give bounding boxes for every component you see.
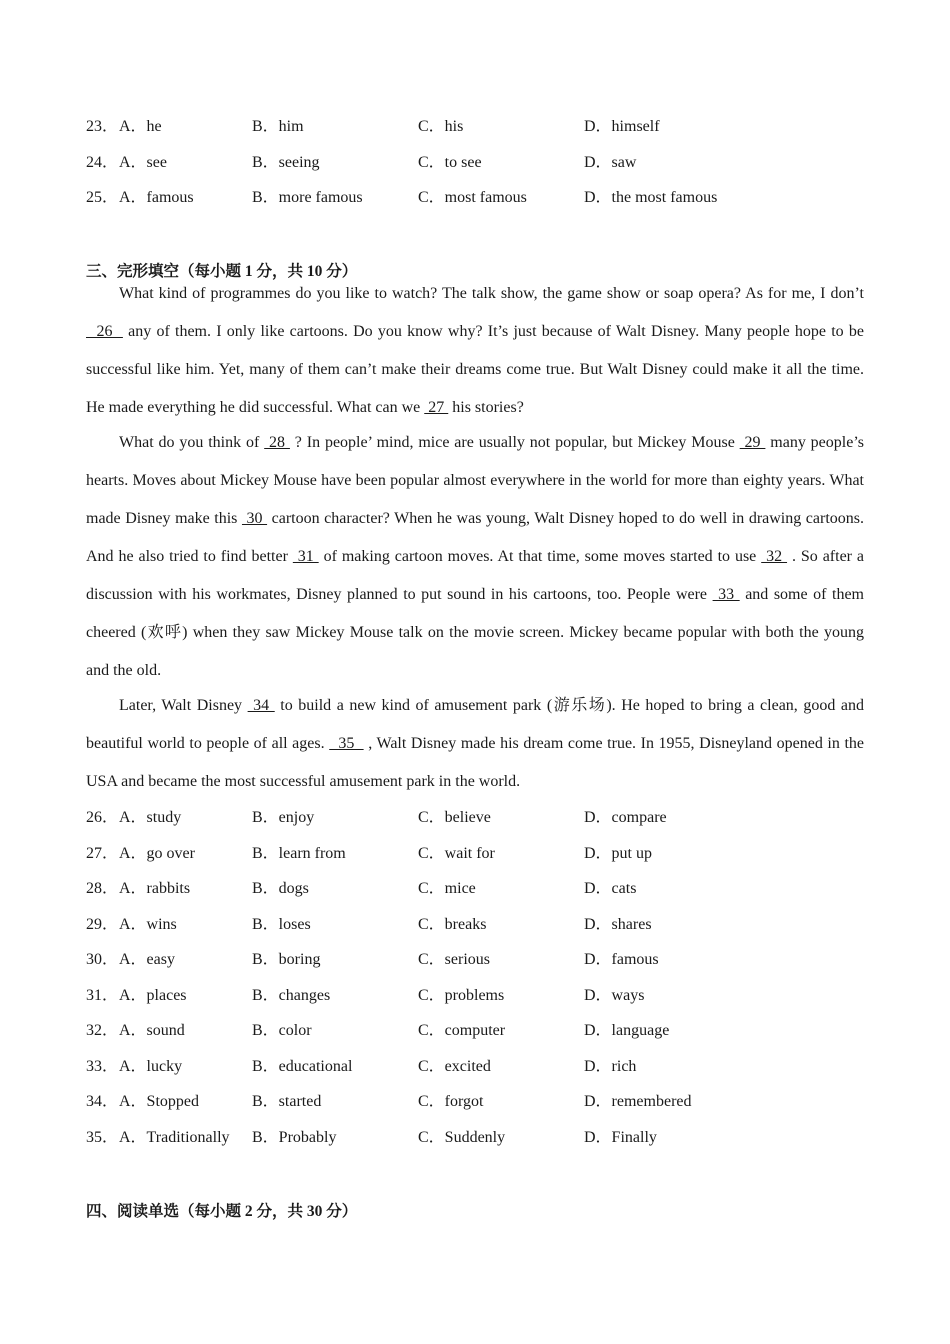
option-c: C．computer bbox=[418, 1022, 506, 1039]
option-d: D．cats bbox=[584, 880, 637, 897]
option-c: C．forgot bbox=[418, 1093, 484, 1110]
option-c: C．Suddenly bbox=[418, 1129, 506, 1146]
option-a: A．easy bbox=[119, 951, 175, 968]
option-b: B．color bbox=[252, 1022, 312, 1039]
option-d: D．remembered bbox=[584, 1093, 692, 1110]
question-row bbox=[86, 1020, 886, 1042]
question-number: 28． bbox=[86, 880, 119, 897]
option-b: B．loses bbox=[252, 916, 311, 933]
option-d: D．language bbox=[584, 1022, 670, 1039]
option-a: A．Traditionally bbox=[119, 1129, 230, 1146]
option-d: D．rich bbox=[584, 1058, 637, 1075]
blank-33: 33 bbox=[712, 586, 740, 603]
question-number: 25． bbox=[86, 189, 119, 206]
blank-28: 28 bbox=[264, 434, 290, 451]
option-b: B．started bbox=[252, 1093, 322, 1110]
option-c: C．serious bbox=[418, 951, 491, 968]
question-row bbox=[86, 1091, 886, 1113]
question-number: 27． bbox=[86, 845, 119, 862]
option-c: C．his bbox=[418, 118, 464, 135]
blank-32: 32 bbox=[761, 548, 788, 565]
option-a: A．places bbox=[119, 987, 187, 1004]
blank-35: 35 bbox=[329, 735, 364, 752]
text: to build a new kind of amusement park (游乐场). He hoped to bring a clean, good and beautiful world to people of all ages. bbox=[86, 697, 864, 752]
option-d: D．shares bbox=[584, 916, 652, 933]
question-row bbox=[86, 187, 886, 209]
question-number: 32． bbox=[86, 1022, 119, 1039]
question-row bbox=[86, 152, 886, 174]
cloze-paragraph-2 bbox=[86, 424, 864, 690]
text: of making cartoon moves. At that time, some moves started to use bbox=[318, 548, 762, 565]
question-row bbox=[86, 914, 886, 936]
question-row bbox=[86, 1056, 886, 1078]
option-a: A．famous bbox=[119, 189, 194, 206]
option-a: A．Stopped bbox=[119, 1093, 200, 1110]
question-number: 33． bbox=[86, 1058, 119, 1075]
option-c: C．excited bbox=[418, 1058, 491, 1075]
option-c: C．to see bbox=[418, 154, 482, 171]
option-a: A．go over bbox=[119, 845, 195, 862]
blank-27: 27 bbox=[424, 399, 449, 416]
question-number: 24． bbox=[86, 154, 119, 171]
question-number: 34． bbox=[86, 1093, 119, 1110]
cloze-paragraph-3 bbox=[86, 687, 864, 801]
blank-30: 30 bbox=[241, 510, 268, 527]
option-d: D．compare bbox=[584, 809, 667, 826]
text: cartoon character? When he was young, Walt Disney hoped to do well in drawing cartoons. And he also tried to find better bbox=[86, 510, 865, 565]
option-b: B．seeing bbox=[252, 154, 320, 171]
text: Later, Walt Disney bbox=[119, 697, 248, 714]
option-a: A．study bbox=[119, 809, 182, 826]
blank-31: 31 bbox=[292, 548, 319, 565]
option-c: C．problems bbox=[418, 987, 505, 1004]
option-a: A．sound bbox=[119, 1022, 185, 1039]
option-d: D．ways bbox=[584, 987, 645, 1004]
question-row bbox=[86, 949, 886, 971]
question-row bbox=[86, 843, 886, 865]
option-d: D．put up bbox=[584, 845, 653, 862]
question-number: 31． bbox=[86, 987, 119, 1004]
question-row bbox=[86, 878, 886, 900]
option-b: B．enjoy bbox=[252, 809, 315, 826]
option-d: D．saw bbox=[584, 154, 637, 171]
blank-34: 34 bbox=[247, 697, 275, 714]
option-d: D．himself bbox=[584, 118, 660, 135]
question-number: 35． bbox=[86, 1129, 119, 1146]
text: What kind of programmes do you like to watch? The talk show, the game show or soap opera? As for me, I don’t bbox=[119, 285, 864, 302]
option-a: A．see bbox=[119, 154, 167, 171]
section-heading-cloze: 三、完形填空（每小题 1 分，共 10 分） bbox=[86, 263, 358, 280]
blank-29: 29 bbox=[739, 434, 766, 451]
option-d: D．Finally bbox=[584, 1129, 657, 1146]
blank-26: 26 bbox=[86, 323, 123, 340]
option-b: B．educational bbox=[252, 1058, 353, 1075]
option-b: B．him bbox=[252, 118, 304, 135]
option-c: C．breaks bbox=[418, 916, 487, 933]
question-row bbox=[86, 116, 886, 138]
option-b: B．learn from bbox=[252, 845, 346, 862]
question-number: 29． bbox=[86, 916, 119, 933]
option-a: A．rabbits bbox=[119, 880, 191, 897]
option-c: C．most famous bbox=[418, 189, 527, 206]
text: any of them. I only like cartoons. Do you know why? It’s just because of Walt Disney. Many people hope to be successful like him. Yet, many of them can’t make their dreams come true. But Walt Disney could make it all the time. He made everything he did successful. What can we bbox=[86, 323, 864, 416]
option-c: C．wait for bbox=[418, 845, 495, 862]
question-row bbox=[86, 985, 886, 1007]
option-b: B．more famous bbox=[252, 189, 363, 206]
text: and some of them cheered (欢呼) when they saw Mickey Mouse talk on the movie screen. Mickey became popular with both the young and the old. bbox=[86, 586, 865, 679]
option-a: A．lucky bbox=[119, 1058, 183, 1075]
text: many people’s hearts. Moves about Mickey Mouse have been popular almost everywhere in the world for more than eighty years. What made Disney make this bbox=[86, 434, 865, 527]
option-c: C．mice bbox=[418, 880, 476, 897]
text: What do you think of bbox=[119, 434, 265, 451]
option-b: B．Probably bbox=[252, 1129, 337, 1146]
text: ? In people’ mind, mice are usually not popular, but Mickey Mouse bbox=[289, 434, 740, 451]
text: . So after a discussion with his workmates, Disney planned to put sound in his cartoons, too. People were bbox=[86, 548, 865, 603]
option-b: B．boring bbox=[252, 951, 321, 968]
question-row bbox=[86, 1127, 886, 1149]
text: his stories? bbox=[448, 399, 524, 416]
option-b: B．dogs bbox=[252, 880, 309, 897]
option-c: C．believe bbox=[418, 809, 491, 826]
section-heading-reading: 四、阅读单选（每小题 2 分，共 30 分） bbox=[86, 1203, 358, 1220]
question-number: 30． bbox=[86, 951, 119, 968]
cloze-paragraph-1 bbox=[86, 275, 864, 427]
option-b: B．changes bbox=[252, 987, 331, 1004]
question-number: 23． bbox=[86, 118, 119, 135]
text: , Walt Disney made his dream come true. In 1955, Disneyland opened in the USA and became the most successful amusement park in the world. bbox=[86, 735, 865, 790]
option-d: D．famous bbox=[584, 951, 659, 968]
question-row bbox=[86, 807, 886, 829]
option-d: D．the most famous bbox=[584, 189, 718, 206]
option-a: A．wins bbox=[119, 916, 177, 933]
question-number: 26． bbox=[86, 809, 119, 826]
option-a: A．he bbox=[119, 118, 162, 135]
